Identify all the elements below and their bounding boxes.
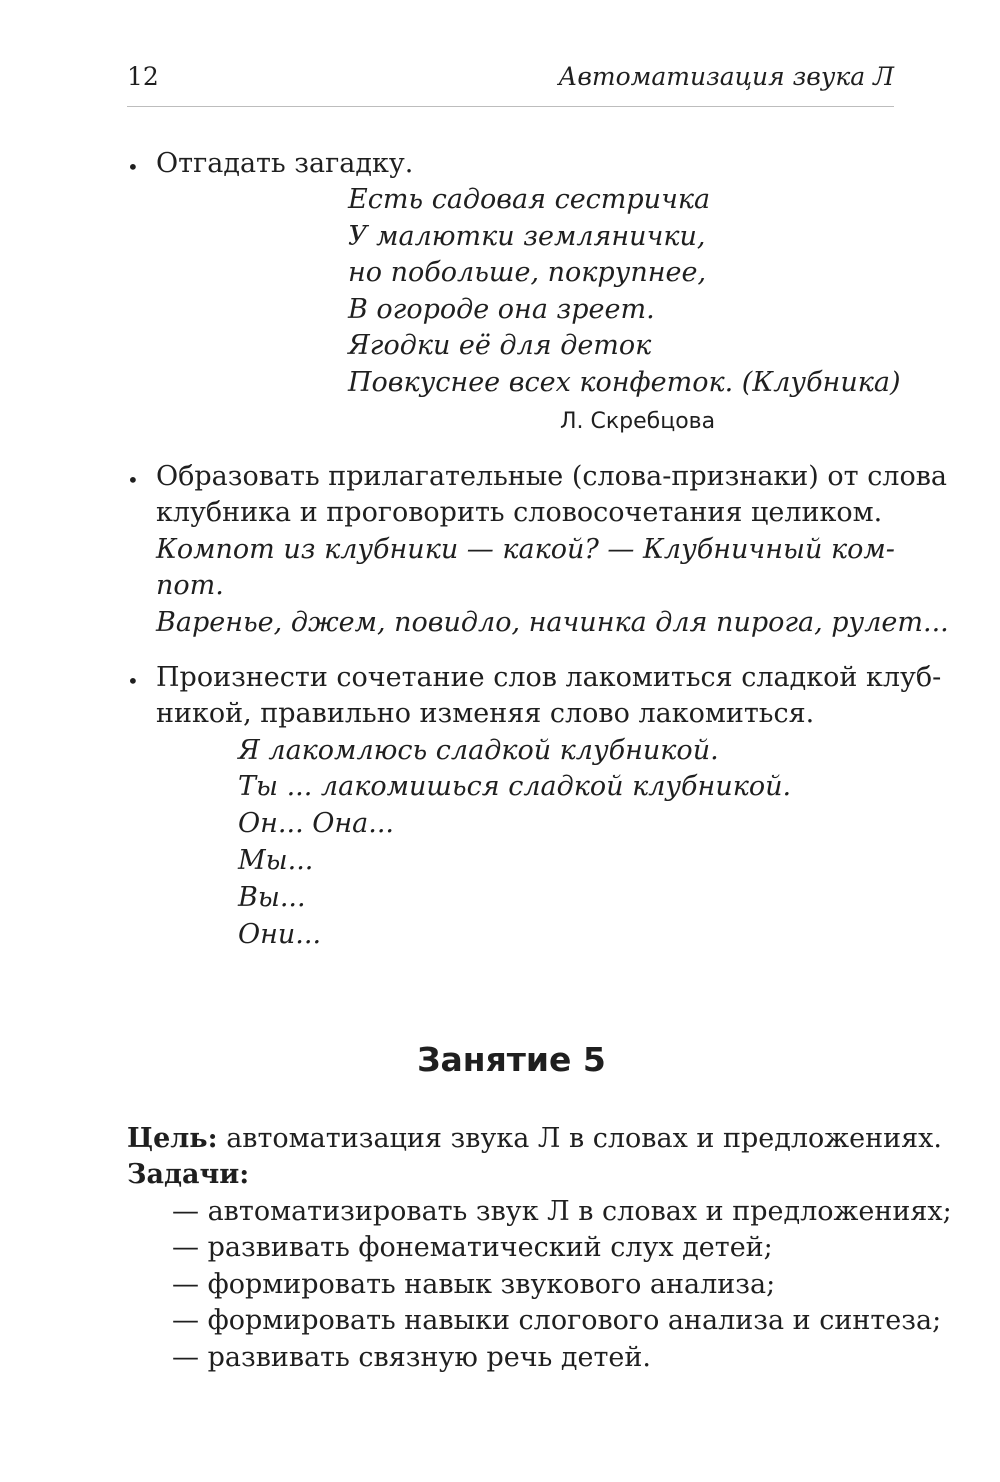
exercise-3-instruction: Произнести сочетание слов лакомиться сладкой клуб- (156, 662, 942, 693)
lesson-goal (127, 1123, 942, 1154)
goal-label: Цель: (127, 1123, 218, 1154)
running-title: Автоматизация звука Л (558, 62, 894, 91)
conjugation-line: Он... Она... (238, 808, 395, 839)
tasks-label: Задачи: (127, 1159, 250, 1190)
exercise-2-instruction: клубника и проговорить словосочетания целиком. (156, 497, 883, 528)
conjugation-line: Я лакомлюсь сладкой клубникой. (238, 735, 719, 766)
conjugation-line: Вы... (238, 882, 306, 913)
page-number: 12 (127, 62, 159, 91)
exercise-2-example: пот. (156, 570, 224, 601)
task-item: — формировать навыки слогового анализа и синтеза; (172, 1305, 942, 1336)
bullet-icon: • (127, 468, 139, 492)
riddle-line: Есть садовая сестричка (348, 184, 711, 215)
conjugation-line: Ты ... лакомишься сладкой клубникой. (238, 771, 792, 802)
exercise-2-example: Компот из клубники — какой? — Клубничный ком- (156, 534, 895, 565)
riddle-author: Л. Скребцова (560, 409, 716, 434)
riddle-line: У малютки землянички, (348, 221, 706, 252)
conjugation-line: Мы... (238, 845, 314, 876)
task-item: — развивать фонематический слух детей; (172, 1232, 773, 1263)
exercise-1-instruction: Отгадать загадку. (156, 148, 414, 179)
exercise-2-instruction: Образовать прилагательные (слова-признаки) от слова (156, 461, 948, 492)
riddle-line: но побольше, покрупнее, (348, 257, 707, 288)
exercise-3-instruction: никой, правильно изменяя слово лакомиться. (156, 698, 815, 729)
task-item: — развивать связную речь детей. (172, 1342, 651, 1373)
task-item: — формировать навык звукового анализа; (172, 1269, 776, 1300)
bullet-icon: • (127, 155, 139, 179)
riddle-line: Повкуснее всех конфеток. (Клубника) (348, 367, 901, 398)
goal-text: автоматизация звука Л в словах и предложениях. (217, 1123, 942, 1154)
header-rule (127, 106, 894, 107)
bullet-icon: • (127, 669, 139, 693)
task-item: — автоматизировать звук Л в словах и предложениях; (172, 1196, 952, 1227)
riddle-line: В огороде она зреет. (348, 294, 655, 325)
conjugation-line: Они... (238, 919, 322, 950)
exercise-2-example: Варенье, джем, повидло, начинка для пирога, рулет... (156, 607, 949, 638)
lesson-title: Занятие 5 (417, 1040, 606, 1079)
riddle-line: Ягодки её для деток (348, 330, 652, 361)
